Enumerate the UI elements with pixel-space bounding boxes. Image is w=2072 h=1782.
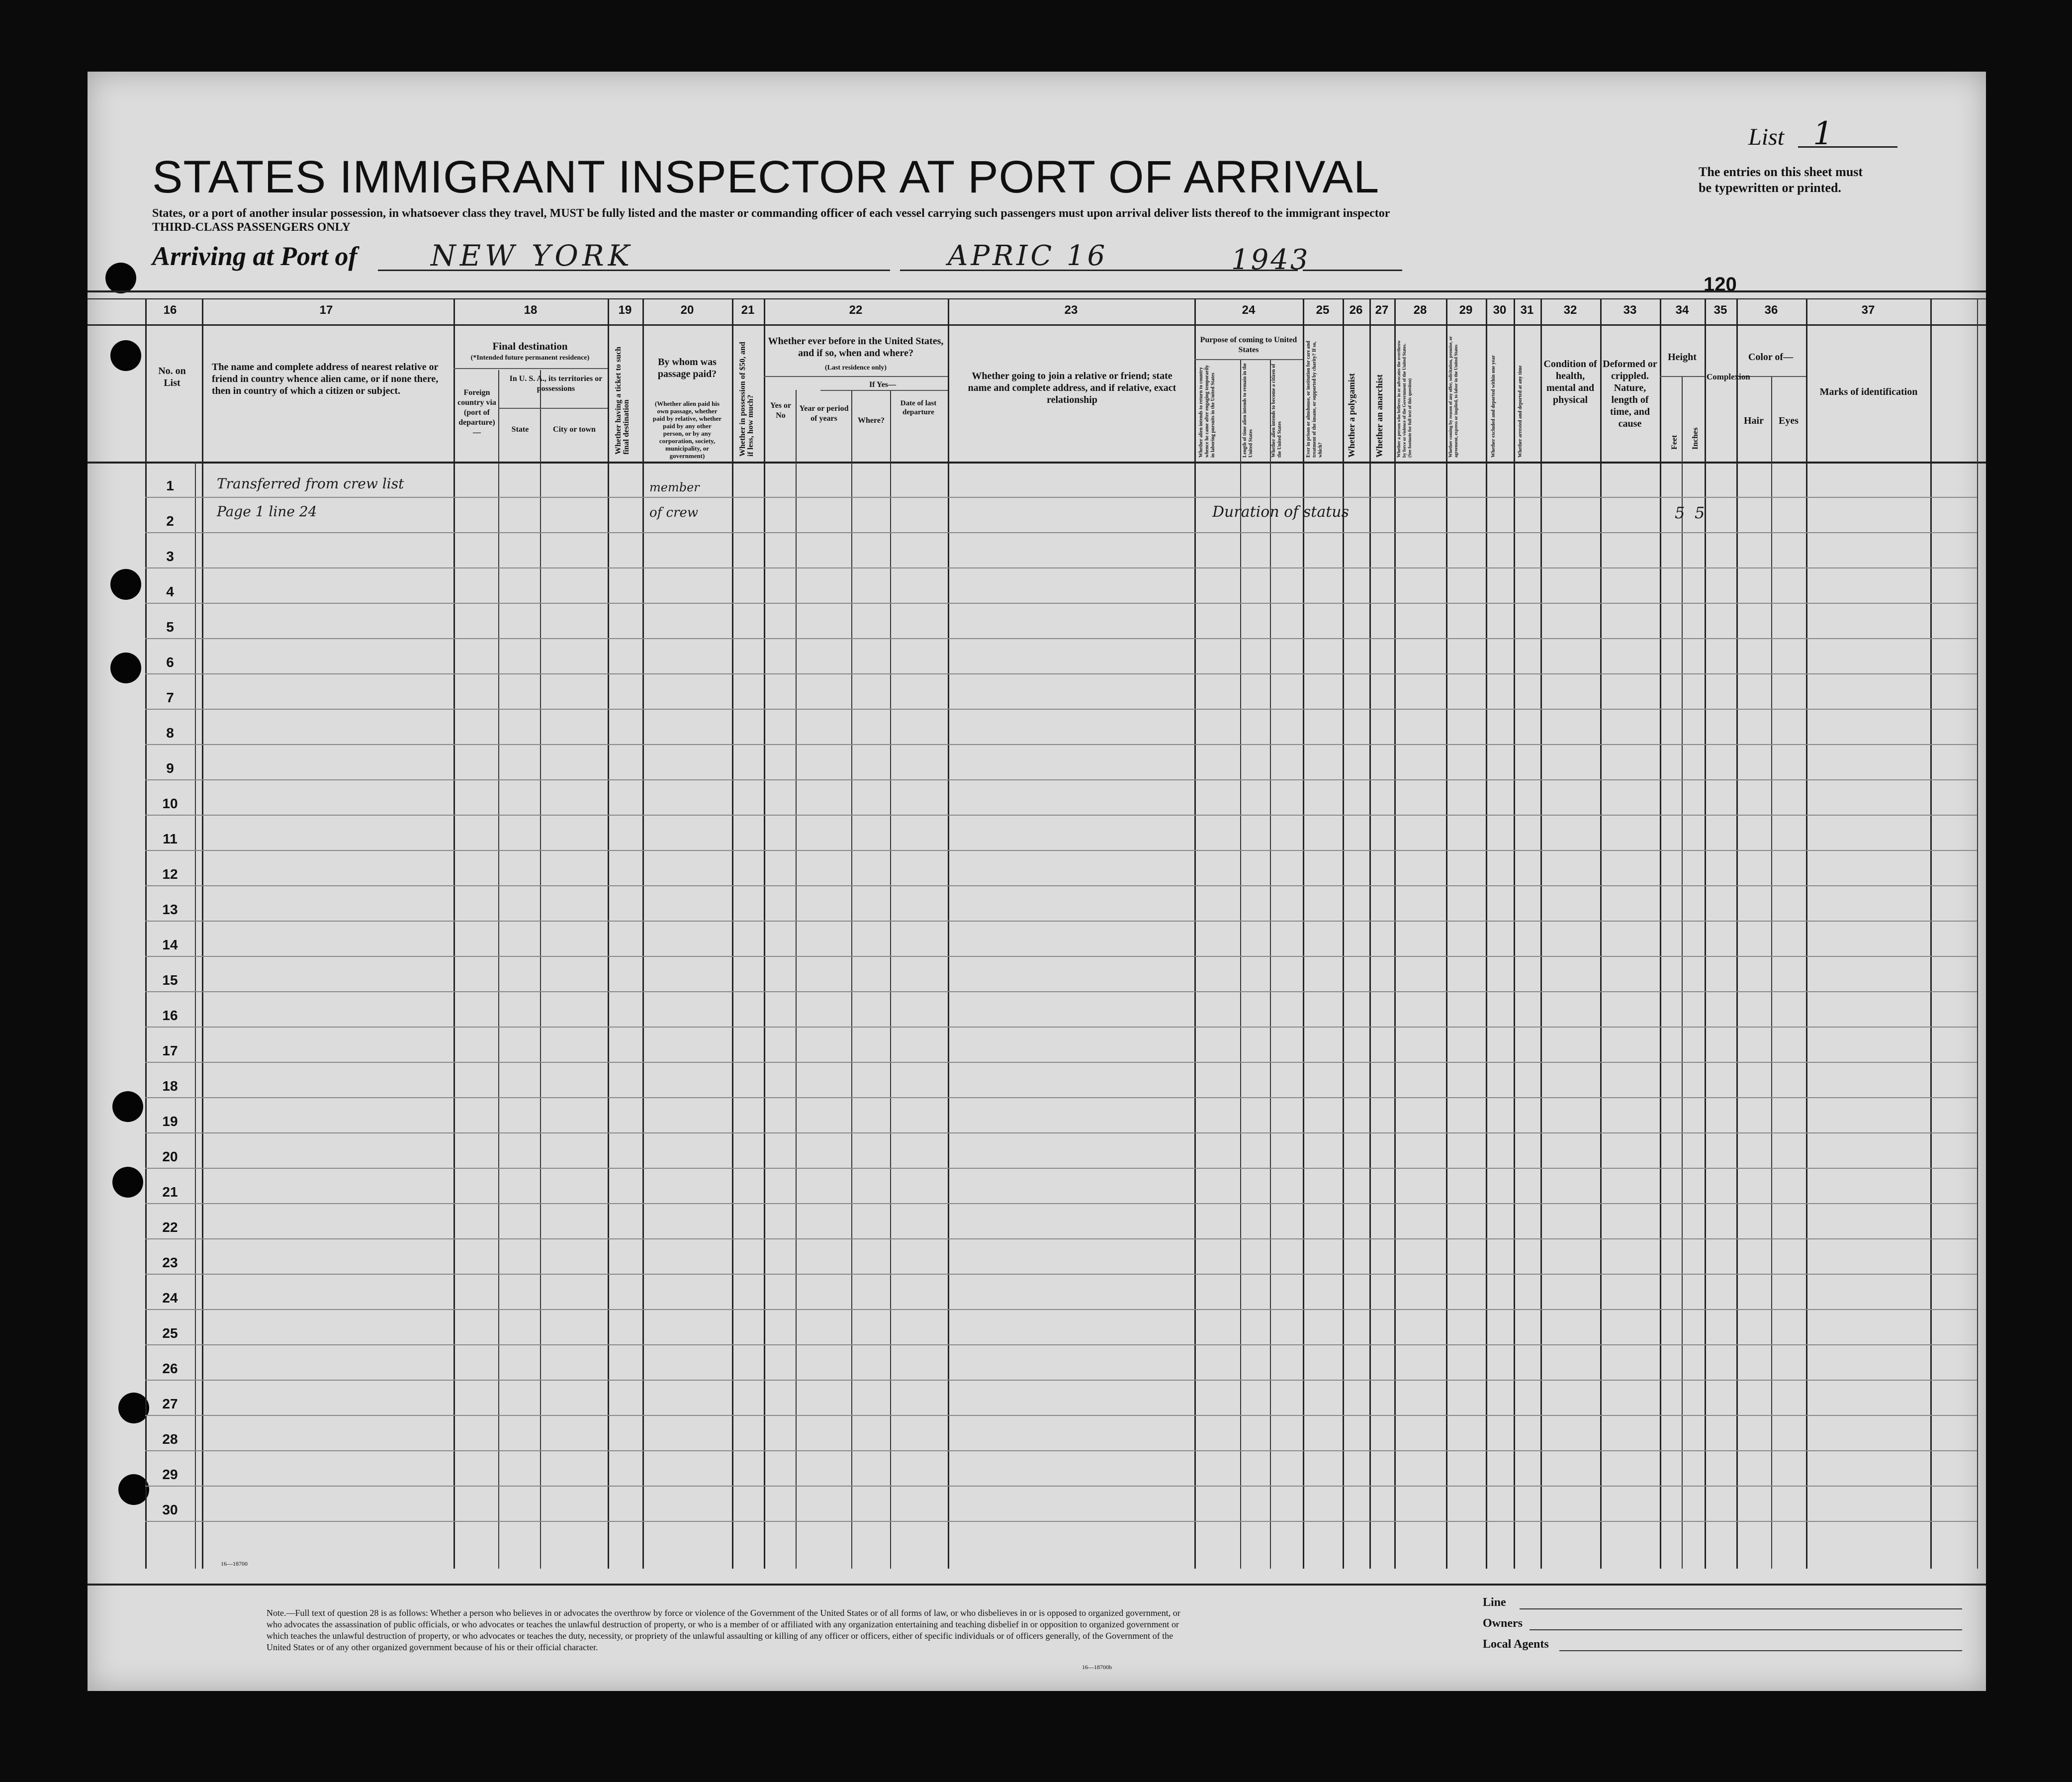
col22-ifyes: If Yes— [869,380,897,389]
subtitle-text: States, or a port of another insular possession, in whatsoever class they travel, MUST be fully listed and the master or commanding officer of each vessel carrying such passengers must upon arrival deliver lists thereof to the immigrant inspector [152,207,1390,220]
col-number: 19 [618,303,632,317]
column-rule [1977,298,1978,1569]
row-number: 8 [166,725,174,741]
entry-purpose: Duration of status [1212,503,1349,521]
col26-header: Whether a polygamist [1347,373,1356,458]
row-rule [145,1062,1977,1063]
col34-title: Height [1668,352,1697,363]
row-number: 9 [166,760,174,776]
line-label: Line [1483,1596,1506,1609]
punch-hole [112,1091,143,1122]
col35-header: Complexion [1707,372,1750,381]
row-rule [145,1168,1977,1169]
col18-title: Final destination [492,340,568,352]
entry-passage-line2: of crew [649,505,699,520]
punch-hole [110,569,141,600]
row-rule [145,497,1977,498]
column-rule [1682,376,1683,1569]
row-rule [145,638,1977,639]
column-rule [948,298,949,1569]
row-number: 20 [162,1149,178,1164]
col-number: 25 [1316,303,1330,317]
col20-title: By whom was passage paid? [657,357,717,379]
col-number: 35 [1713,303,1727,317]
row-number: 5 [166,619,174,635]
column-rule [1771,376,1772,1569]
row-number: 26 [162,1361,178,1376]
row-number: 4 [166,584,174,599]
row-rule [145,1486,1977,1487]
column-rule [1394,298,1396,1569]
header-bottom-rule [88,462,1986,464]
col22-where: Where? [858,416,885,425]
column-rule [540,370,541,1569]
entry-passage-line1: member [649,480,700,494]
row-rule [145,1380,1977,1381]
col18-foreign: Foreign country via (port of departure)— [457,388,496,437]
col-number: 29 [1459,303,1473,317]
col-number: 18 [524,303,538,317]
col17-header: The name and complete address of nearest relative or friend in country whence alien came, or if none there, then in country of which a citizen or subject. [212,362,439,396]
table-top-rule [88,290,1986,292]
row-rule [145,956,1977,957]
col22-yesno: Yes or No [770,401,792,420]
column-rule [642,298,644,1569]
column-rule [608,298,609,1569]
row-number: 17 [162,1043,178,1058]
col-number: 20 [680,303,694,317]
row-rule [145,1415,1977,1416]
row-number: 6 [166,655,174,670]
col18-usa: In U. S. A., its territories or possessions [509,375,603,393]
column-rule [1930,298,1932,1569]
col-number: 17 [319,303,333,317]
col-number: 32 [1563,303,1577,317]
row-rule [145,1521,1977,1522]
column-rule [1369,298,1371,1569]
row-number: 21 [162,1184,178,1200]
punch-hole [118,1393,149,1423]
row-number: 15 [162,972,178,988]
col34-feet: Feet [1670,435,1679,450]
column-rule [1303,298,1304,1569]
list-label: List [1748,124,1785,150]
row-number: 12 [162,866,178,882]
col22-title: Whether ever before in the United States, and if so, when and where? [768,336,944,359]
row-number: 3 [166,549,174,564]
col25-header: Ever in prison or almshouse, or institution for care and treatment of the insane, or supported by charity? If so, which? [1306,341,1323,458]
col-number: 33 [1623,303,1637,317]
col-number: 34 [1675,303,1689,317]
col27-header: Whether an anarchist [1374,374,1384,458]
col-number: 26 [1349,303,1363,317]
row-rule [145,1132,1977,1133]
row-rule [145,1097,1977,1098]
col-number: 36 [1764,303,1778,317]
col36-title: Color of— [1748,352,1794,363]
col-number: 24 [1242,303,1256,317]
row-number: 27 [162,1396,178,1411]
col24-c: Whether alien intends to become a citizen of the United States [1271,364,1282,458]
subheader-rule [498,408,608,409]
col-number: 23 [1064,303,1078,317]
col22-date: Date of last departure [900,399,937,416]
entries-note [1699,164,1863,196]
port-value: NEW YORK [431,239,633,273]
row-rule [145,885,1977,886]
class-line: THIRD-CLASS PASSENGERS ONLY [152,221,351,234]
header-divider [88,298,1986,299]
subheader-rule [453,368,608,369]
col23-header: Whether going to join a relative or friend; state name and complete address, and if relative, exact relationship [968,371,1176,405]
col-number: 22 [849,303,863,317]
colnum-divider [88,324,1986,326]
subheader-rule [1194,359,1303,360]
manifest-sheet [88,72,1986,1691]
footer-rule [88,1584,1986,1586]
row-rule [145,1309,1977,1310]
year-underline [1303,270,1402,271]
list-number: 1 [1813,115,1833,152]
col-number: 31 [1520,303,1534,317]
col-number: 28 [1413,303,1427,317]
row-rule [145,1027,1977,1028]
row-rule [145,1450,1977,1451]
col33-header: Deformed or crippled. Nature, length of time, and cause [1603,359,1657,429]
column-rule [1514,298,1515,1569]
entry-height-feet: 5 [1675,503,1685,522]
column-rule [851,390,852,1569]
column-rule [1660,298,1661,1569]
entry-relative-line1: Transferred from crew list [217,475,404,492]
col31-header: Whether arrested and deported at any time [1518,365,1523,458]
row-number: 14 [162,937,178,952]
year-value: 1943 [1231,244,1310,276]
column-rule [195,462,196,1569]
row-rule [145,1274,1977,1275]
owners-label: Owners [1483,1617,1523,1630]
column-rule [764,298,765,1569]
column-rule [202,298,203,1569]
punch-hole [110,653,141,683]
punch-hole [105,263,136,293]
row-rule [145,567,1977,568]
col36-hair: Hair [1744,415,1764,426]
column-rule [1736,298,1738,1569]
row-rule [145,709,1977,710]
entry-relative-line2: Page 1 line 24 [217,503,317,520]
col16-header: No. on List [158,366,186,388]
agents-field [1559,1650,1962,1651]
row-rule [145,673,1977,674]
entries-note-line: The entries on this sheet must [1699,165,1863,179]
row-number: 29 [162,1467,178,1482]
row-rule [145,1344,1977,1345]
agents-label: Local Agents [1483,1638,1549,1651]
column-rule [1806,298,1807,1569]
row-number: 30 [162,1502,178,1517]
row-rule [145,815,1977,816]
row-rule [145,850,1977,851]
page-title: STATES IMMIGRANT INSPECTOR AT PORT OF ARRIVAL [152,152,1380,202]
owners-field [1530,1629,1962,1630]
punch-hole [118,1474,149,1505]
column-rule [1540,298,1542,1569]
stamp-number: 120 [1704,274,1737,295]
row-rule [145,1203,1977,1204]
row-rule [145,921,1977,922]
row-rule [145,744,1977,745]
col-number: 30 [1493,303,1507,317]
col22-sub: (Last residence only) [824,364,887,372]
col-number: 27 [1375,303,1389,317]
row-number: 2 [166,513,174,529]
row-number: 28 [162,1431,178,1447]
col28-header: Whether a person who believes in or advocates the overthrow by force or violence of the Government of the United States. (See footnote for full text of this question) [1396,340,1412,458]
form-number-bottom: 16—18700b [1082,1664,1112,1671]
column-rule [1270,359,1271,1569]
col19-header: Whether having a ticket to such final destination [614,346,631,455]
row-rule [145,532,1977,533]
form-number: 16—18700 [221,1560,248,1567]
col37-header: Marks of identification [1819,386,1918,397]
row-number: 18 [162,1078,178,1094]
subheader-rule [1660,376,1705,377]
col29-header: Whether coming by reason of any offer, solicitation, promise, or agreement, express or implied, to labor in the United States [1448,336,1458,458]
row-number: 10 [162,796,178,811]
col18-state: State [511,425,529,434]
row-rule [145,603,1977,604]
column-rule [1600,298,1602,1569]
row-number: 11 [163,831,178,846]
row-number: 25 [162,1325,178,1341]
column-rule [1194,298,1196,1569]
line-field [1520,1608,1962,1609]
entry-height-inches: 5 [1695,503,1705,522]
punch-hole [110,340,141,371]
col-number: 21 [741,303,755,317]
col24-b: Length of time alien intends to remain in the United States [1242,363,1254,458]
column-rule [796,390,797,1569]
column-rule [498,370,499,1569]
row-number: 19 [162,1114,178,1129]
col32-header: Condition of health, mental and physical [1543,359,1597,405]
row-number: 7 [166,690,174,705]
column-rule [1446,298,1447,1569]
col21-header: Whether in possession of $50, and if less, how much? [738,342,755,457]
row-rule [145,779,1977,780]
col34-inches: Inches [1691,427,1700,450]
col24-title: Purpose of coming to United States [1200,336,1297,354]
row-number: 1 [166,478,174,493]
col22-year: Year or period of years [799,404,849,423]
punch-hole [112,1167,143,1198]
row-number: 13 [162,902,178,917]
row-number: 16 [162,1008,178,1023]
col18-city: City or town [553,425,596,434]
column-rule [1486,298,1487,1569]
column-rule [890,390,891,1569]
row-number: 23 [162,1255,178,1270]
entries-note-line: be typewritten or printed. [1699,181,1841,195]
col20-note: (Whether alien paid his own passage, whether paid by relative, whether paid by any other person, or by any corporation, society, municipality, or government) [652,400,722,460]
col30-header: Whether excluded and deported within one year [1491,355,1496,458]
column-rule [453,298,455,1569]
row-number: 24 [162,1290,178,1306]
col-number: 37 [1861,303,1875,317]
row-number: 22 [162,1219,178,1235]
row-rule [145,1238,1977,1239]
column-rule [1343,298,1344,1569]
col-number: 16 [163,303,177,317]
row-rule [145,991,1977,992]
subheader-rule [764,376,948,377]
footnote-28: Note.—Full text of question 28 is as follows: Whether a person who believes in or advocates the overthrow by force or violence of the Government of the United States or of all forms of law, or who disbelieves in or is opposed to organized government, or who advocates the assassination of public officials, or who advocates or teaches the unlawful destruction of property, or who is a member of or affiliated with any organization entertaining and teaching disbelief in or opposition to organized government or which teaches the unlawful destruction of property, or who advocates or teaches the duty, necessity, or propriety of the unlawful assaulting or killing of any officer or officers, either of specific individuals or of officers generally, of the Government of the United States or of any other organized government because of his or their official character. [267,1608,1180,1652]
column-rule [1705,298,1706,1569]
col18-subtitle: (*Intended future permanent residence) [470,354,590,362]
col24-a: Whether alien intends to return to country whence he came after engaging temporarily in laboring pursuits in the United States [1198,365,1216,458]
column-rule [1240,359,1241,1569]
column-rule [732,298,733,1569]
col36-eyes: Eyes [1779,415,1799,426]
date-value: APRIC 16 [948,240,1108,272]
arriving-label: Arriving at Port of [152,241,358,271]
